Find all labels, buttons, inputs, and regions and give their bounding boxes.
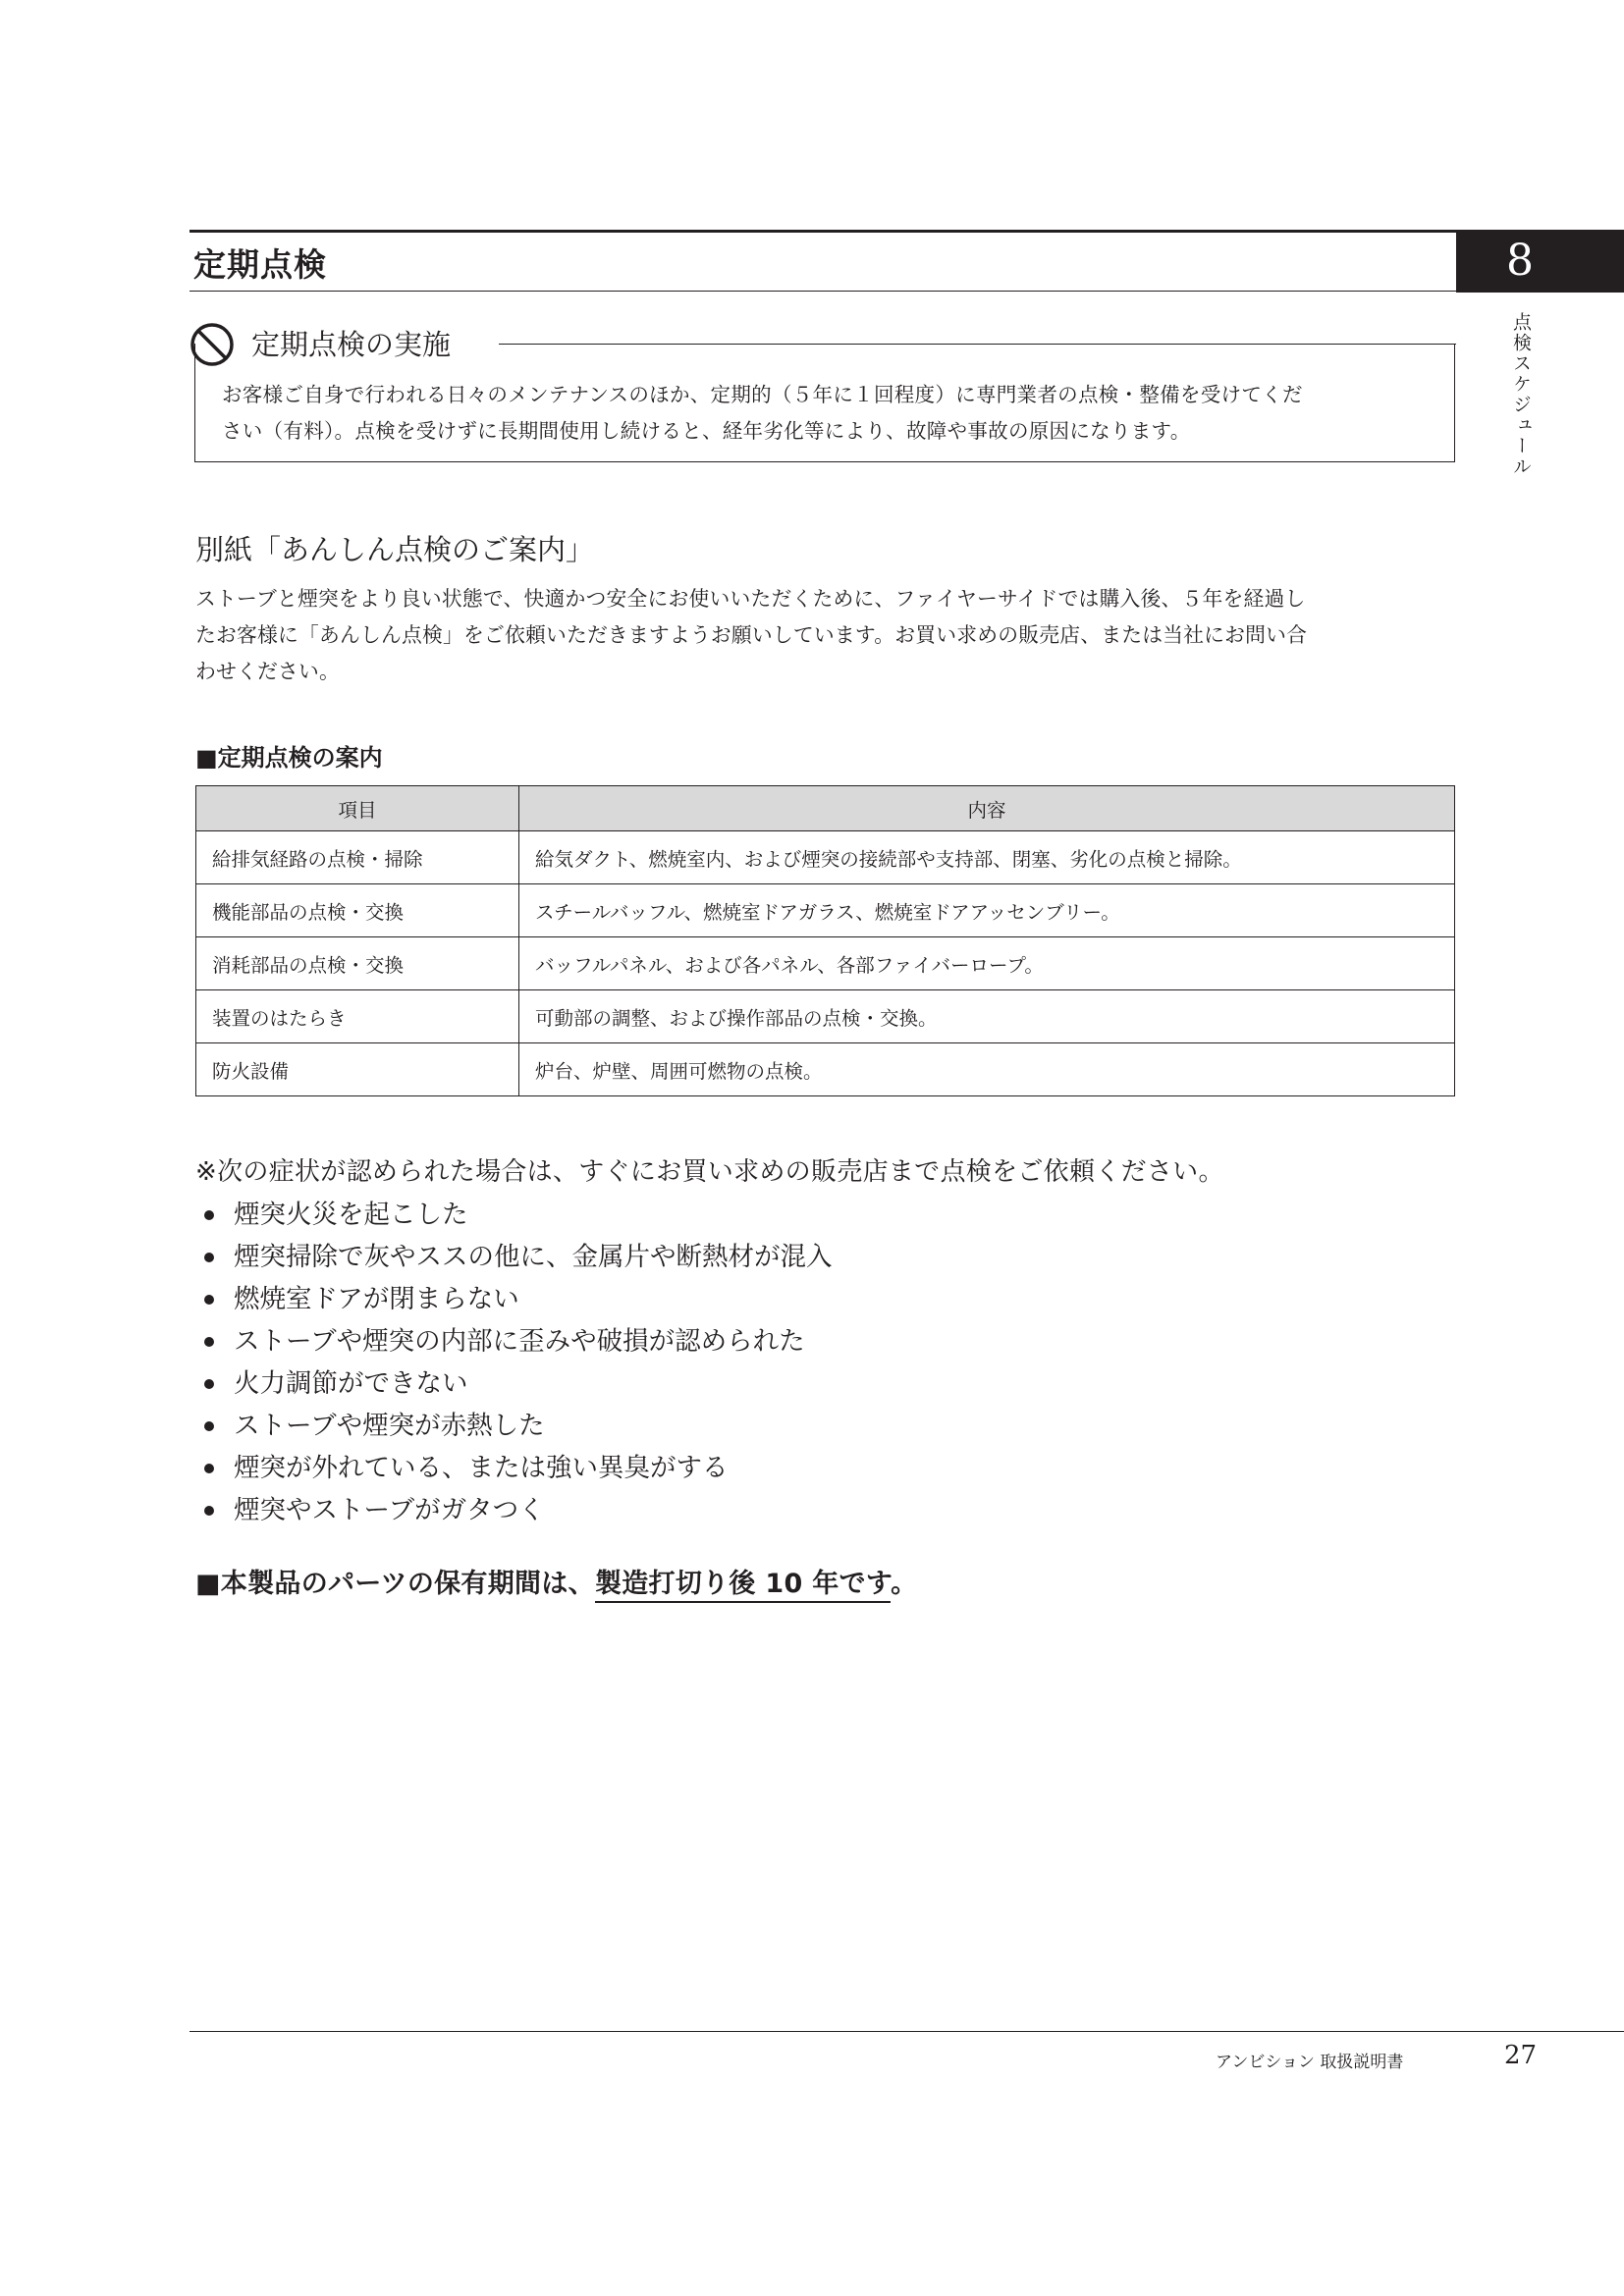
bullet-icon xyxy=(204,1337,214,1347)
symptom-text: 煙突やストーブがガタつく xyxy=(234,1495,545,1525)
notice-line: お客様ご自身で行われる日々のメンテナンスのほか、定期的（５年に１回程度）に専門業者の点検・整備を受けてくだ xyxy=(222,383,1303,406)
table-cell-item: 機能部品の点検・交換 xyxy=(196,884,519,937)
symptom-text: 煙突火災を起こした xyxy=(234,1200,468,1230)
footer-rule xyxy=(189,2031,1624,2032)
symptom-list xyxy=(200,1194,833,1531)
anshin-line: たお客様に「あんしん点検」をご依頼いただきますようお願いしています。お買い求めの販売店、または当社にお問い合 xyxy=(195,623,1308,647)
symptom-text: ストーブや煙突の内部に歪みや破損が認められた xyxy=(234,1326,805,1357)
header-rule xyxy=(189,230,1624,233)
header-underline xyxy=(189,291,1456,292)
anshin-line: ストーブと煙突をより良い状態で、快適かつ安全にお使いいただくために、ファイヤーサイドでは購入後、５年を経過し xyxy=(195,587,1306,611)
symptom-item xyxy=(200,1405,833,1447)
symptom-item xyxy=(200,1362,833,1405)
symptom-item xyxy=(200,1320,833,1362)
parts-prefix: ■本製品のパーツの保有期間は、 xyxy=(195,1569,595,1599)
table-cell-content: スチールバッフル、燃焼室ドアガラス、燃焼室ドアアッセンブリー。 xyxy=(519,884,1455,937)
bullet-icon xyxy=(204,1421,214,1431)
table-heading: ■定期点検の案内 xyxy=(195,744,383,772)
chapter-side-label: 点検スケジュール xyxy=(1510,312,1532,477)
table-row xyxy=(196,884,1455,937)
page-number: 27 xyxy=(1504,2041,1538,2070)
table-row xyxy=(196,831,1455,884)
notice-text xyxy=(222,377,1439,450)
notice-line: さい（有料）。点検を受けずに長期間使用し続けると、経年劣化等により、故障や事故の原因になります。 xyxy=(222,419,1191,443)
notice-title: 定期点検の実施 xyxy=(251,328,452,361)
symptom-item xyxy=(200,1236,833,1278)
table-cell-item: 給排気経路の点検・掃除 xyxy=(196,831,519,884)
symptom-item xyxy=(200,1278,833,1320)
symptom-text: ストーブや煙突が赤熱した xyxy=(234,1411,545,1441)
bullet-icon xyxy=(204,1253,214,1262)
table-cell-item: 装置のはたらき xyxy=(196,990,519,1043)
symptom-text: 煙突掃除で灰やススの他に、金属片や断熱材が混入 xyxy=(234,1242,833,1272)
bullet-icon xyxy=(204,1210,214,1220)
column-header-content: 内容 xyxy=(519,786,1455,831)
symptom-text: 火力調節ができない xyxy=(234,1368,468,1399)
table-cell-content: 炉台、炉壁、周囲可燃物の点検。 xyxy=(519,1043,1455,1096)
symptom-item xyxy=(200,1489,833,1531)
anshin-title: 別紙「あんしん点検のご案内」 xyxy=(195,533,595,566)
footer-document-title: アンビション 取扱説明書 xyxy=(1216,2053,1404,2072)
anshin-line: わせください。 xyxy=(195,660,340,683)
parts-retention-note xyxy=(195,1562,917,1600)
bullet-icon xyxy=(204,1379,214,1389)
anshin-body xyxy=(195,581,1462,690)
section-title: 定期点検 xyxy=(193,245,327,284)
bullet-icon xyxy=(204,1506,214,1516)
table-row xyxy=(196,937,1455,990)
bullet-icon xyxy=(204,1295,214,1305)
bullet-icon xyxy=(204,1464,214,1473)
table-cell-content: 給気ダクト、燃焼室内、および煙突の接続部や支持部、閉塞、劣化の点検と掃除。 xyxy=(519,831,1455,884)
table-cell-item: 防火設備 xyxy=(196,1043,519,1096)
symptom-intro: ※次の症状が認められた場合は、すぐにお買い求めの販売店まで点検をご依頼ください。 xyxy=(195,1157,1224,1187)
table-cell-item: 消耗部品の点検・交換 xyxy=(196,937,519,990)
parts-suffix: 。 xyxy=(891,1569,918,1599)
table-row xyxy=(196,990,1455,1043)
column-header-item: 項目 xyxy=(196,786,519,831)
table-row xyxy=(196,1043,1455,1096)
chapter-number: 8 xyxy=(1506,236,1534,286)
symptom-item xyxy=(200,1447,833,1489)
symptom-item xyxy=(200,1194,833,1236)
table-cell-content: 可動部の調整、および操作部品の点検・交換。 xyxy=(519,990,1455,1043)
parts-emphasis: 製造打切り後 10 年です xyxy=(595,1569,891,1603)
inspection-table xyxy=(195,785,1455,1096)
table-header-row xyxy=(196,786,1455,831)
symptom-text: 煙突が外れている、または強い異臭がする xyxy=(234,1453,729,1483)
table-cell-content: バッフルパネル、および各パネル、各部ファイバーロープ。 xyxy=(519,937,1455,990)
symptom-text: 燃焼室ドアが閉まらない xyxy=(234,1284,519,1314)
